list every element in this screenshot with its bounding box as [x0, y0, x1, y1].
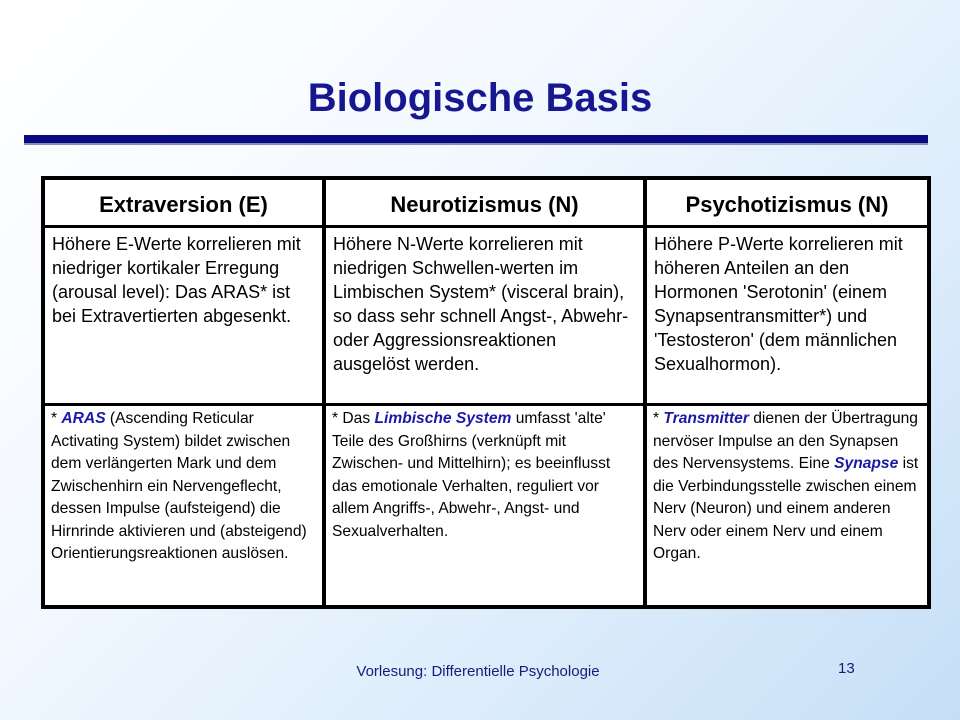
note-transmitter [647, 406, 927, 605]
note-limbic-text: umfasst 'alte' Teile des Großhirns (verknüpft mit Zwischen- und Mittelhirn); es beeinflusst das emotionale Verhalten, reguliert vor allem Angriffs-, Abwehr-, Angst- und Sexualverhalten. [332, 410, 611, 540]
description-psychotizismus: Höhere P-Werte korrelieren mit höheren Anteilen an den Hormonen 'Serotonin' (einem Synapsentransmitter*) und 'Testosteron' (dem männlichen Sexualhormon). [647, 228, 927, 403]
table-border-left [42, 177, 45, 608]
table-border-bottom [42, 605, 930, 608]
description-extraversion: Höhere E-Werte korrelieren mit niedriger kortikaler Erregung (arousal level): Das ARAS* ist bei Extravertierten abgesenkt. [45, 228, 322, 403]
table-border-right [927, 177, 930, 608]
table-divider-2 [643, 177, 647, 608]
header-divider [42, 225, 930, 228]
note-synapse-text: ist die Verbindungsstelle zwischen einem Nerv (Neuron) und einem anderen Nerv oder einem Nerv und einem Organ. [653, 455, 919, 562]
header-psychotizismus: Psychotizismus (N) [647, 180, 927, 230]
note-aras-text: (Ascending Reticular Activating System) bildet zwischen dem verlängerten Mark und dem Zwischenhirn ein Nervengeflecht, dessen Impulse (aufsteigend) die Hirnrinde aktivieren und (absteigend) Orientierungsreaktionen auslösen. [51, 410, 307, 562]
header-neurotizismus: Neurotizismus (N) [326, 180, 643, 230]
table-divider-1 [322, 177, 326, 608]
description-neurotizismus: Höhere N-Werte korrelieren mit niedrigen Schwellen-werten im Limbischen System* (visceral brain), so dass sehr schnell Angst-, Abwehr- oder Aggressionsreaktionen ausgelöst werden. [326, 228, 643, 403]
note-limbic-system [326, 406, 643, 605]
slide-title: Biologische Basis [307, 76, 653, 120]
title-underline-shadow [24, 143, 928, 145]
note-aras [45, 406, 322, 605]
note-aras-prefix: * [51, 410, 62, 427]
title-underline [24, 135, 928, 143]
note-transmitter-term: Transmitter [663, 410, 749, 427]
row-divider [42, 403, 930, 406]
comparison-table [41, 176, 931, 609]
note-limbic-prefix: * Das [332, 410, 375, 427]
header-extraversion: Extraversion (E) [45, 180, 322, 230]
note-transmitter-prefix: * [653, 410, 664, 427]
slide-page-number: 13 [838, 660, 855, 677]
table-border-top [42, 177, 930, 180]
note-limbic-term: Limbische System [374, 410, 512, 427]
note-aras-term: ARAS [61, 410, 106, 427]
note-synapse-term: Synapse [834, 455, 899, 472]
note-transmitter-text: dienen der Übertragung nervöser Impulse an den Synapsen des Nervensystems. Eine [653, 410, 918, 472]
slide-footer: Vorlesung: Differentielle Psychologie [356, 663, 600, 680]
